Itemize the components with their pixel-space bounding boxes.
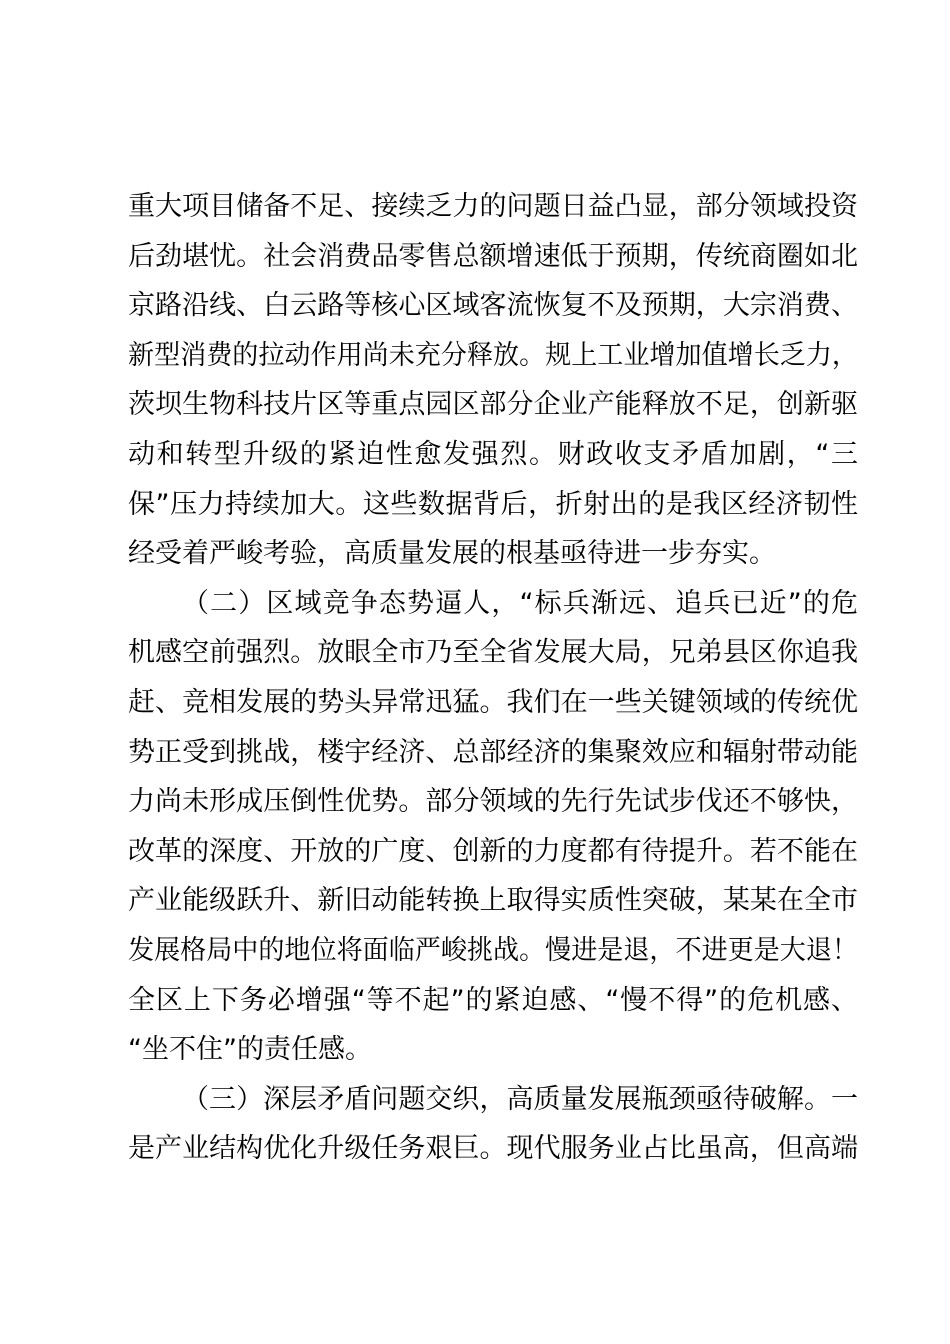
text-line: 京路沿线、白云路等核心区域客流恢复不及预期，大宗消费、	[128, 290, 858, 322]
text-line: 经受着严峻考验，高质量发展的根基亟待进一步夯实。	[128, 538, 776, 570]
text-line: 赶、竞相发展的势头异常迅猛。我们在一些关键领域的传统优	[128, 686, 858, 718]
text-line: 机感空前强烈。放眼全市乃至全省发展大局，兄弟县区你追我	[128, 637, 858, 669]
text-line: “坐不住”的责任感。	[128, 1034, 372, 1066]
text-line: 重大项目储备不足、接续乏力的问题日益凸显，部分领域投资	[128, 191, 858, 222]
text-line: 动和转型升级的紧迫性愈发强烈。财政收支矛盾加剧，“三	[128, 438, 858, 470]
text-line: 全区上下务必增强“等不起”的紧迫感、“慢不得”的危机感、	[128, 984, 858, 1016]
text-line: 新型消费的拉动作用尚未充分释放。规上工业增加值增长乏力，	[128, 339, 858, 371]
text-line: 茨坝生物科技片区等重点园区部分企业产能释放不足，创新驱	[128, 389, 858, 421]
body-text	[128, 182, 858, 1174]
text-line: 后劲堪忧。社会消费品零售总额增速低于预期，传统商圈如北	[128, 240, 858, 272]
text-line: 势正受到挑战，楼宇经济、总部经济的集聚效应和辐射带动能	[128, 736, 858, 768]
text-line: 改革的深度、开放的广度、创新的力度都有待提升。若不能在	[128, 835, 858, 867]
text-line: 发展格局中的地位将面临严峻挑战。慢进是退，不进更是大退！	[128, 934, 858, 966]
paragraph-first-line: （三）深层矛盾问题交织，高质量发展瓶颈亟待破解。一	[182, 1083, 858, 1115]
text-line: 是产业结构优化升级任务艰巨。现代服务业占比虽高，但高端	[128, 1133, 858, 1165]
text-line: 保”压力持续加大。这些数据背后，折射出的是我区经济韧性	[128, 488, 858, 520]
text-line: 力尚未形成压倒性优势。部分领域的先行先试步伐还不够快，	[128, 786, 858, 818]
paragraph-first-line: （二）区域竞争态势逼人，“标兵渐远、追兵已近”的危	[182, 587, 858, 619]
text-line: 产业能级跃升、新旧动能转换上取得实质性突破，某某在全市	[128, 885, 858, 917]
